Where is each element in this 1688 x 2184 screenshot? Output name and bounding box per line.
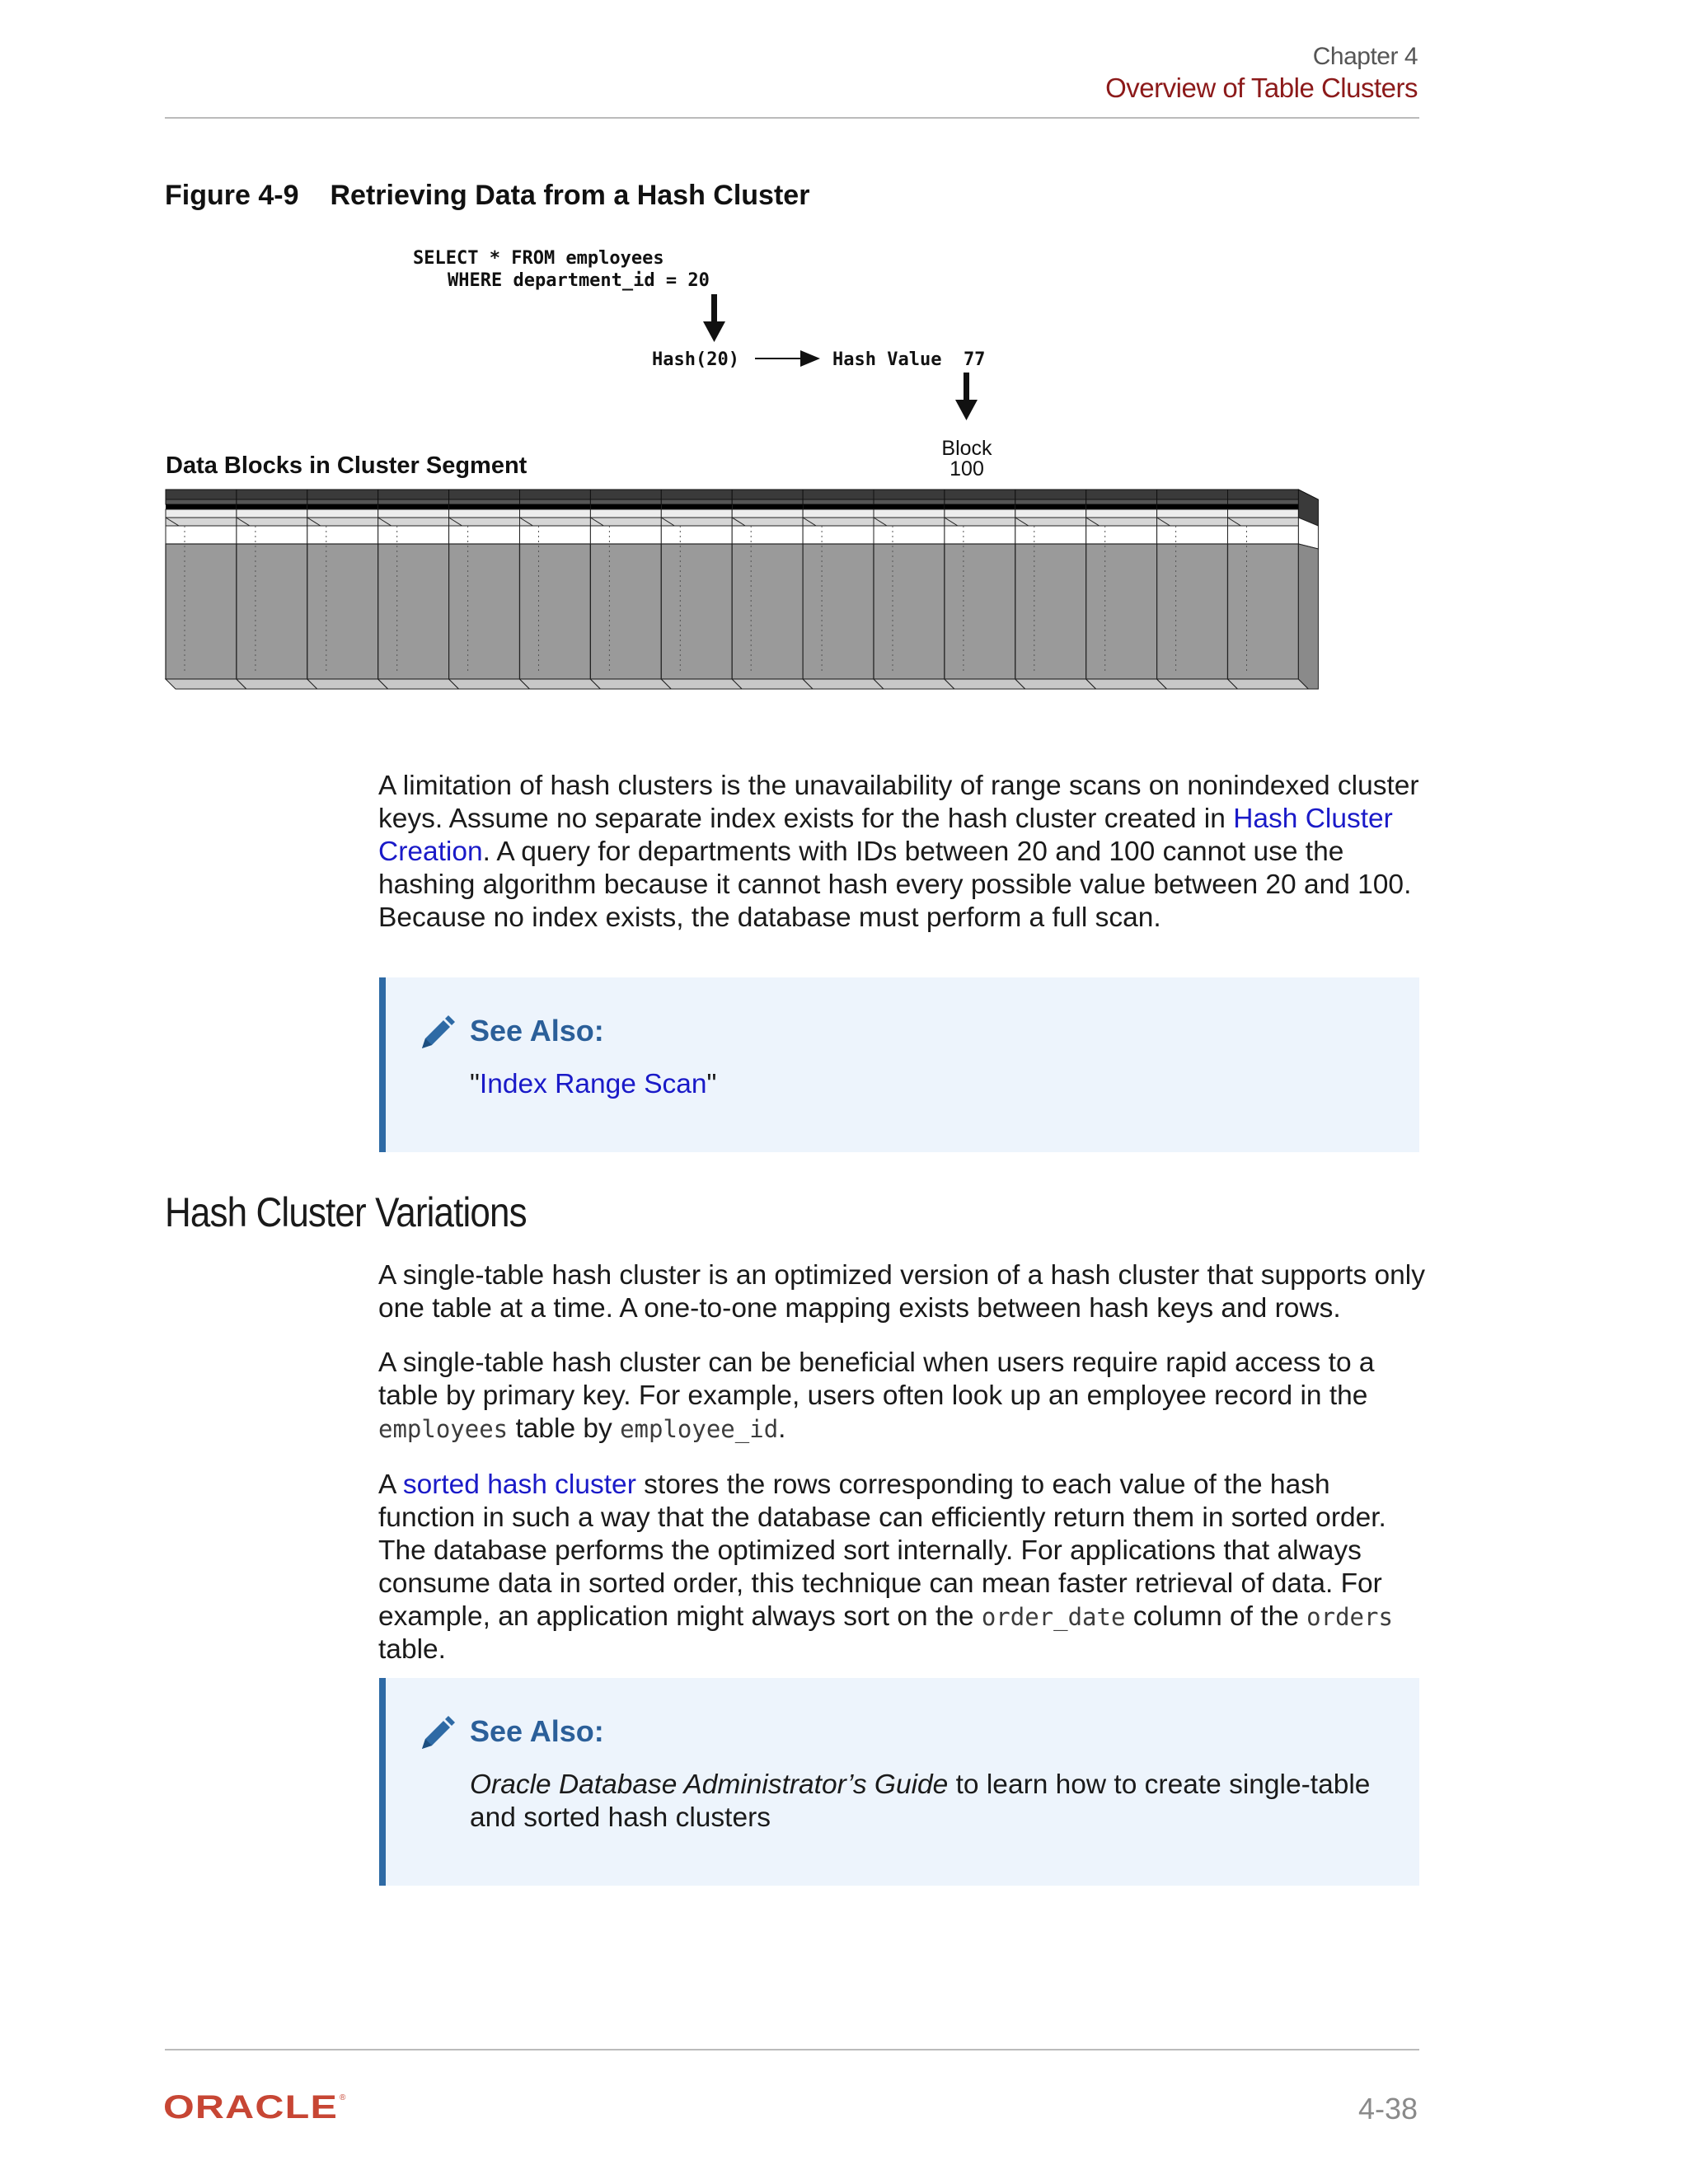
hash-value-label: Hash Value 77 (832, 349, 986, 370)
para-text: A (378, 1469, 403, 1500)
data-block (307, 490, 388, 689)
primary-key-paragraph (378, 1347, 1429, 1446)
quote-mark: " (706, 1069, 717, 1099)
see-also-box (379, 977, 1419, 1152)
intro-paragraph (378, 770, 1429, 935)
figure-title: Retrieving Data from a Hash Cluster (330, 180, 810, 211)
svg-text:ORACLE: ORACLE (163, 2090, 338, 2123)
down-arrow-icon (955, 373, 978, 420)
see-also-box (379, 1678, 1419, 1886)
data-block (449, 490, 530, 689)
code-order-date: order_date (981, 1603, 1126, 1631)
para-text: table by (508, 1413, 621, 1444)
block-number-label: 100 (950, 457, 984, 480)
para-text: stores the rows corresponding to each value of the hash function in such a way that the database can efficiently return them in sorted order. The database performs the optimized sort internally. For applications that always consume data in sorted order, this technique can mean faster retrieval of data. For example, an application might always sort on the (378, 1469, 1386, 1632)
chapter-label: Chapter 4 (1312, 43, 1418, 70)
data-block (590, 490, 671, 689)
data-block (803, 490, 884, 689)
hash-cluster-creation-link[interactable]: Hash Cluster Creation (378, 804, 1393, 867)
data-block (732, 490, 813, 689)
segment-label: Data Blocks in Cluster Segment (166, 452, 528, 479)
code-orders: orders (1306, 1603, 1393, 1631)
data-block (1086, 490, 1167, 689)
code-employees: employees (378, 1415, 509, 1443)
hash-function-label: Hash(20) (652, 349, 739, 370)
hash-cluster-diagram (162, 239, 1332, 701)
sorted-hash-cluster-link[interactable]: sorted hash cluster (402, 1469, 636, 1500)
oracle-logo (163, 2090, 349, 2123)
see-also-body (470, 1769, 1393, 1835)
para-text: . (778, 1413, 786, 1444)
down-arrow-icon (703, 294, 725, 342)
para-text: column of the (1125, 1601, 1307, 1632)
figure-caption (165, 180, 809, 212)
para-text: . A query for departments with IDs between 20 and 100 cannot use the hashing algorithm because it cannot hash every possible value between 20 and 100. Because no index exists, the database must perform a full scan. (378, 837, 1412, 933)
data-block (1228, 490, 1309, 689)
section-title-link[interactable]: Overview of Table Clusters (1105, 73, 1418, 103)
data-block (1157, 490, 1238, 689)
single-table-paragraph: A single-table hash cluster is an optimized version of a hash cluster that supports only one table at a time. A one-to-one mapping exists between hash keys and rows. (378, 1260, 1425, 1324)
sorted-hash-paragraph (378, 1469, 1429, 1666)
see-also-body (470, 1068, 1393, 1101)
section-heading: Hash Cluster Variations (165, 1189, 527, 1235)
figure-number: Figure 4-9 (165, 180, 299, 211)
page-number: 4-38 (1357, 2092, 1418, 2125)
para-text: A single-table hash cluster can be beneficial when users require rapid access to a table by primary key. For example, users often look up an employee record in the (378, 1347, 1375, 1411)
svg-text:®: ® (340, 2093, 346, 2102)
block-label: Block (941, 437, 992, 460)
see-also-title: See Also: (470, 1714, 604, 1748)
data-block (1015, 490, 1096, 689)
code-employee-id: employee_id (620, 1415, 779, 1443)
data-block (520, 490, 601, 689)
see-also-title: See Also: (470, 1014, 604, 1047)
pencil-icon (419, 1714, 457, 1752)
data-block (237, 490, 317, 689)
sql-select-line: SELECT * FROM employees (413, 248, 664, 269)
book-title: Oracle Database Administrator’s Guide (470, 1769, 949, 1800)
data-block (378, 490, 459, 689)
header-divider (165, 117, 1419, 119)
index-range-scan-link[interactable]: Index Range Scan (479, 1069, 707, 1099)
data-block (166, 490, 246, 689)
see-also-text: to learn how to create single-table and sorted hash clusters (470, 1769, 1371, 1833)
para-text: A limitation of hash clusters is the unavailability of range scans on nonindexed cluster keys. Assume no separate index exists for the hash cluster created in (378, 771, 1419, 834)
quote-mark: " (470, 1069, 480, 1099)
block-row-side (1298, 490, 1318, 689)
footer-divider (165, 2049, 1419, 2050)
data-blocks-row (166, 490, 1318, 689)
data-block (661, 490, 742, 689)
para-text: table. (378, 1634, 446, 1665)
data-block (945, 490, 1025, 689)
sql-where-line: WHERE department_id = 20 (448, 270, 710, 291)
data-block (874, 490, 954, 689)
pencil-icon (419, 1014, 457, 1052)
